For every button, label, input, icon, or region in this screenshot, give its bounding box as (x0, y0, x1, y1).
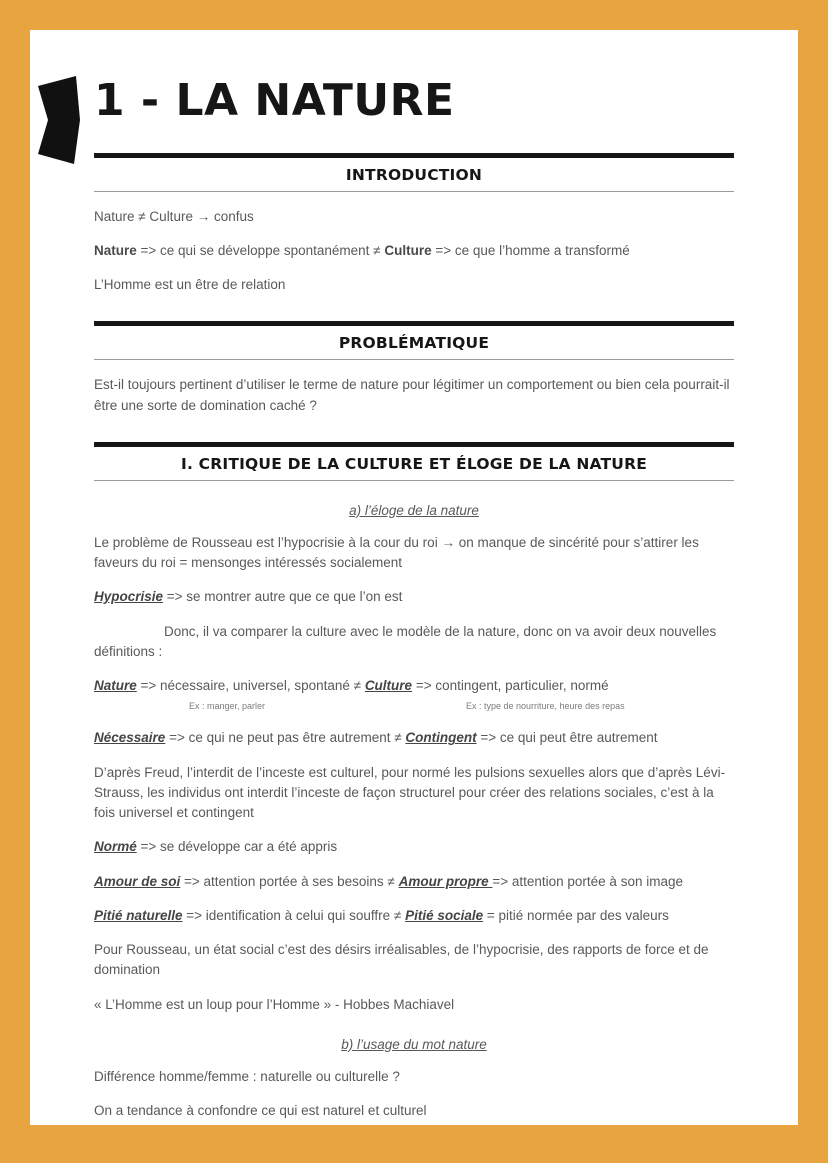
text-run: Est-il toujours pertinent d’utiliser le terme de nature pour légitimer un comportement ou bien cela pourrait-il être une sorte de domination caché ? (94, 377, 730, 413)
text-run: Culture (384, 242, 432, 258)
text-run: Nature (94, 242, 137, 258)
paragraph (94, 995, 734, 1015)
text-run: Nature ≠ Culture → confus (94, 208, 254, 224)
next-page-edge (0, 1163, 828, 1171)
paragraph (94, 587, 734, 607)
paragraph (94, 940, 734, 981)
text-run: => attention portée à ses besoins ≠ (180, 873, 399, 889)
paragraph (94, 906, 734, 926)
section-header (94, 153, 734, 192)
text-run: => ce qui peut être autrement (476, 730, 658, 746)
section-header-rule (94, 480, 734, 481)
section-title: PROBLÉMATIQUE (338, 334, 490, 353)
section-title: I. CRITIQUE DE LA CULTURE ET ÉLOGE DE LA NATURE (180, 454, 647, 473)
section-header (94, 442, 734, 481)
example-note: Ex : type de nourriture, heure des repas (466, 701, 625, 712)
paragraph (94, 622, 734, 663)
text-run: Donc, il va comparer la culture avec le modèle de la nature, donc on va avoir deux nouvelles définitions : (94, 623, 717, 659)
text-run: => se montrer autre que ce que l’on est (163, 589, 403, 605)
paragraph (94, 728, 734, 748)
section-header (94, 321, 734, 360)
text-run: => ce qui se développe spontanément ≠ (136, 242, 385, 258)
subheading: b) l’usage du mot nature (341, 1036, 487, 1052)
text-run: Le problème de Rousseau est l’hypocrisie à la cour du roi → on manque de sincérité pour s’attirer les faveurs du roi = mensonges intéressés socialement (94, 534, 699, 571)
text-run: Différence homme/femme : naturelle ou culturelle ? (94, 1068, 400, 1084)
text-run: => ce qui ne peut pas être autrement ≠ (165, 730, 406, 746)
term: Amour de soi (94, 873, 181, 889)
text-run: « L’Homme est un loup pour l’Homme » - Hobbes Machiavel (94, 996, 455, 1012)
document-body (94, 153, 734, 1122)
term: Pitié naturelle (94, 907, 183, 923)
text-run: => ce que l’homme a transformé (431, 242, 630, 258)
text-run: => attention portée à son image (492, 873, 683, 889)
example-note: Ex : manger, parler (189, 701, 266, 712)
text-run: On a tendance à confondre ce qui est naturel et culturel (94, 1103, 427, 1119)
paragraph (94, 241, 734, 261)
paragraph (94, 1067, 734, 1087)
section-title: INTRODUCTION (345, 165, 483, 184)
term: Hypocrisie (94, 589, 164, 605)
document-content (30, 30, 798, 1121)
text-run: Pour Rousseau, un état social c’est des désirs irréalisables, de l’hypocrisie, des rapports de force et de domination (94, 942, 709, 978)
section-header-rule (94, 359, 734, 360)
term: Pitié sociale (405, 907, 484, 923)
paragraph (94, 533, 734, 574)
term: Contingent (405, 730, 477, 746)
term: Normé (94, 839, 137, 855)
paragraph (94, 375, 734, 416)
paragraph (94, 676, 734, 696)
text-run: => nécessaire, universel, spontané ≠ (136, 678, 365, 694)
bookmark-icon (36, 76, 82, 166)
document-page (30, 30, 798, 1125)
section-header-rule (94, 191, 734, 192)
text-run: => se développe car a été appris (136, 839, 338, 855)
text-run: D’après Freud, l’interdit de l’inceste est culturel, pour normé les pulsions sexuelles alors que d’après Lévi-Strauss, les individus ont interdit l’inceste de façon structurel pour créer des relations sociales, c’est à la fois universel et contingent (94, 764, 726, 821)
paragraph (94, 763, 734, 824)
paragraph (94, 837, 734, 857)
example-row (94, 701, 734, 714)
text-run: => contingent, particulier, normé (412, 678, 609, 694)
text-run: = pitié normée par des valeurs (483, 907, 669, 923)
term: Nature (94, 678, 137, 694)
term: Amour propre (398, 873, 493, 889)
paragraph (94, 872, 734, 892)
subheading: a) l’éloge de la nature (349, 502, 479, 518)
text-run: L’Homme est un être de relation (94, 277, 286, 293)
text-run: => identification à celui qui souffre ≠ (182, 907, 406, 923)
paragraph (94, 1101, 734, 1121)
term: Nécessaire (94, 730, 166, 746)
term: Culture (364, 678, 413, 694)
paragraph (94, 207, 734, 227)
page-title: 1 - LA NATURE (94, 75, 455, 126)
paragraph (94, 275, 734, 295)
